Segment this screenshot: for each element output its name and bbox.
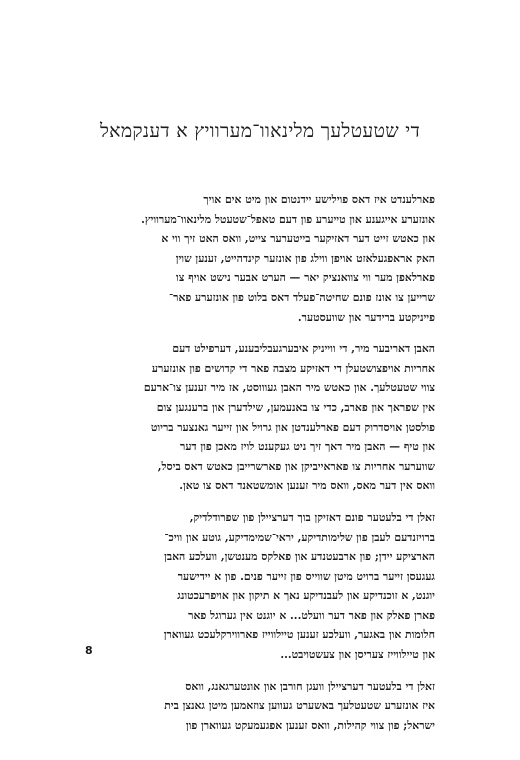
- text-line: פולסטן אויסדרוק דעם פארלענדטן און גרויל און זייער גאנצער בריוט: [150, 420, 435, 434]
- text-line: ברויזנדעם לעבן פון שלימותדיקע, יראי־שמימדיקע, גוטע און וויכ־: [164, 530, 435, 544]
- text-line: איז אונזערע שטעטלעך באשערט געווען צוזאמען מיטן גאנצן בית: [164, 699, 435, 713]
- text-line: פארן פאלק און פאר דער וועלט... א יוגנט אין גערוגל פאר: [188, 608, 435, 622]
- text-line: זאלן די בלעטער דערציילן וועגן חורבן און אונטערגאנג, וואס: [185, 679, 435, 693]
- page-title: די שטעטלעך מלינאוו־מערוויץ א דענקמאל: [99, 120, 421, 142]
- text-line: שווערער אחריות צו פאראייביקן און פארשרייבן כאטש דאס ביסל,: [157, 459, 435, 473]
- text-line: געגעסן זייער ברויט מיטן שווייס פון זייער פנים. פון א יידישער: [177, 569, 435, 583]
- text-line: זאלן די בלעטער פונם דאזיקן בוך דערציילן פון שפרודלדיק,: [189, 510, 435, 524]
- page-number: 8: [85, 644, 93, 657]
- text-line: יוגנט, א זוכנדיקע און לעבנדיקע נאך א תיקון און אויפרעכטונג: [177, 589, 435, 603]
- paragraph: [85, 508, 435, 665]
- text-line: צווי שטעטלעך. און כאטש מיר האבן געוווסט, אז מיר זענען צו־ארעם: [143, 381, 435, 395]
- paragraph: [85, 190, 435, 327]
- text-line: חלומות און באגער, וועלכע זענען טיילווייז פארווירקלעכט געווארן: [163, 628, 435, 642]
- text-line: הארציקע יידן; פון ארבעטנדע און פאלקס מענטשן, וועלכע האבן: [164, 550, 435, 564]
- text-line: האק אראפגעלאזט אויפן ווילג פון אונזער קינדהייט, זענען שוין: [175, 251, 435, 265]
- text-line: וואס אין דער מאס, וואס מיר זענען אומשטאנד דאס צו טאן.: [179, 479, 435, 493]
- text-line: אין שפראך און פארב, כדי צו באנעמען, שילדערן און ברענגען צום: [156, 400, 435, 414]
- text-line: פארלענדט איז דאס פוילישע יידנטום און מיט אים אויך: [203, 193, 435, 206]
- text-line: אחריות אויפצושטעלן די דאזיקע מצבה פאר די קדושים פון אונזערע: [151, 361, 435, 375]
- text-line: און טיילווייז צעריסן און צעשטויבט...: [280, 648, 435, 662]
- text-line: און טיף — האבן מיר דאך זיך ניט געקענט לויז מאכן פון דער: [180, 440, 435, 454]
- paragraph: [85, 677, 435, 736]
- text-line: ישראל; פון צווי קהילות, וואס זענען אפגעמעקט געווארן פון: [185, 718, 435, 732]
- text-line: פארלאפן מער ווי צוואנציק יאר — הערט אבער נישט אויף צו: [176, 271, 435, 285]
- body-text: [85, 190, 435, 747]
- text-line: האבן דאריבער מיר, די ווייניק איבערגעבליבענע, דערפילט דעם: [172, 342, 435, 356]
- text-line: פייניקטע ברידער און שוועסטער.: [297, 310, 435, 324]
- text-line: און כאטש זייט דער דאזיקער בייטערער צייט, וואס האט זיך ווי א: [161, 232, 435, 246]
- text-line: שרייען צו אונז פונם שחיטה־פעלד דאס בלוט פון אונזערע פאר־: [169, 290, 435, 304]
- paragraph: [85, 339, 435, 496]
- text-line: אונזערע אייגענע און טייערע פון דעם טאפל־שטעטל מלינאוו־מערוויץ.: [141, 212, 435, 226]
